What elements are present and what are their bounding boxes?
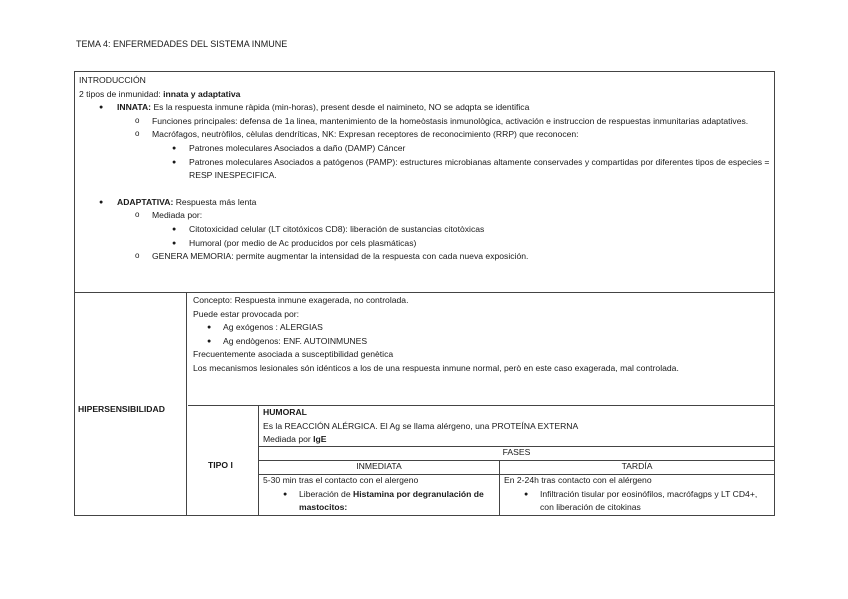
- pattern-damp: ● Patrones moleculares Asociados a daño (DAMP) Cáncer: [79, 142, 770, 156]
- immediate-item-bold: Histamina por degranulación de mastocitos:: [299, 488, 484, 513]
- tipo1-mediated-prefix: Mediada por: [263, 434, 314, 445]
- hypersensitivity-label-cell: [75, 293, 187, 515]
- tipo1-mediated-bold: IgE: [313, 434, 327, 445]
- late-time: En 2-24h tras contacto con el alérgeno: [504, 475, 652, 485]
- immunity-types-bold: innata y adaptativa: [163, 88, 241, 99]
- adaptativa-memory: o GENERA MEMORIA: permite augmentar la intensidad de la respuesta con cada nueva exposición.: [79, 250, 770, 264]
- hyper-concept: Concepto: Respuesta inmune exagerada, no controlada.: [193, 295, 409, 305]
- tipo1-heading: HUMORAL: [263, 407, 307, 417]
- hyper-provoked: Puede estar provocada por:: [193, 308, 300, 319]
- mechanism-humoral: ● Humoral (por medio de Ac producidos por cels plasmáticas): [79, 237, 770, 251]
- intro-section: [74, 71, 775, 293]
- late-column: [500, 474, 774, 515]
- innata-text: Es la respuesta inmune ràpida (min-horas), present desde el naimineto, NO se adqpta se identifica: [153, 102, 530, 113]
- late-title: TARDÍA: [621, 461, 653, 471]
- document-title: TEMA 4: ENFERMEDADES DEL SISTEMA INMUNE: [76, 39, 288, 49]
- immediate-item-prefix: Liberación de: [299, 488, 353, 499]
- cause-exogenous: ● Ag exógenos : ALERGIAS: [193, 321, 769, 335]
- immediate-title: INMEDIATA: [356, 461, 402, 471]
- tipo1-content: [259, 406, 774, 515]
- cause-endogenous: ● Ag endògenos: ENF. AUTOINMUNES: [193, 335, 769, 349]
- tipo1-label: TIPO I: [208, 460, 233, 470]
- immunity-types-prefix: 2 tipos de inmunidad:: [79, 88, 164, 99]
- immunity-types: [79, 88, 770, 102]
- hyper-mechanisms: Los mecanismos lesionales són idénticos a los de una respuesta inmune normal, però en este caso exagerada, mal controlada.: [193, 362, 679, 373]
- adaptativa-text: Respuesta más lenta: [175, 196, 257, 207]
- tipo1-description: [259, 406, 774, 446]
- innata-label: INNATA:: [117, 102, 154, 113]
- innata-cells: o Macrófagos, neutròfilos, cèlulas dendríticas, NK: Expresan receptores de reconocimiento (RRP) que reconocen:: [79, 128, 770, 142]
- late-item: ● Infiltración tisular por eosinófilos, macrófagps y LT CD4+, con liberación de citokinas: [504, 488, 770, 515]
- adaptativa-label: ADAPTATIVA:: [117, 196, 176, 207]
- immediate-item: [263, 488, 495, 515]
- tipo1-reaction: Es la REACCIÓN ALÉRGICA. El Ag se llama alérgeno, una PROTEÍNA EXTERNA: [263, 420, 579, 431]
- immediate-time: 5-30 min tras el contacto con el alergeno: [263, 475, 419, 485]
- pattern-pamp: ● Patrones moleculares Asociados a patógenos (PAMP): estructures microbianas altamente conservades y compartidas por diferentes tipos de especies = RESP INESPECIFICA.: [79, 156, 770, 183]
- hypersensitivity-section: [74, 292, 775, 516]
- adaptativa-item: [79, 196, 770, 210]
- tipo1-section: [188, 405, 774, 515]
- hyper-association: Frecuentemente asociada a susceptibilidad genètica: [193, 349, 394, 360]
- tipo1-label-cell: [188, 406, 259, 515]
- phases-header: FASES: [502, 447, 531, 457]
- hypersensitivity-label: HIPERSENSIBILIDAD: [78, 404, 165, 414]
- tipo1-mediated: [263, 433, 770, 447]
- mechanism-cellular: ● Citotoxicidad celular (LT citotóxicos CD8): liberación de sustancias citotòxicas: [79, 223, 770, 237]
- innata-functions: o Funciones principales: defensa de 1a linea, mantenimiento de la homeòstasis inmunològica, activación e instruccion de respuestas inmunitarias adaptatives.: [79, 115, 770, 129]
- innata-item: [79, 101, 770, 115]
- hypersensitivity-overview: [188, 293, 774, 405]
- intro-heading: INTRODUCCIÓN: [79, 75, 146, 85]
- adaptativa-mediada: o Mediada por:: [79, 209, 770, 223]
- immediate-column: [259, 474, 499, 515]
